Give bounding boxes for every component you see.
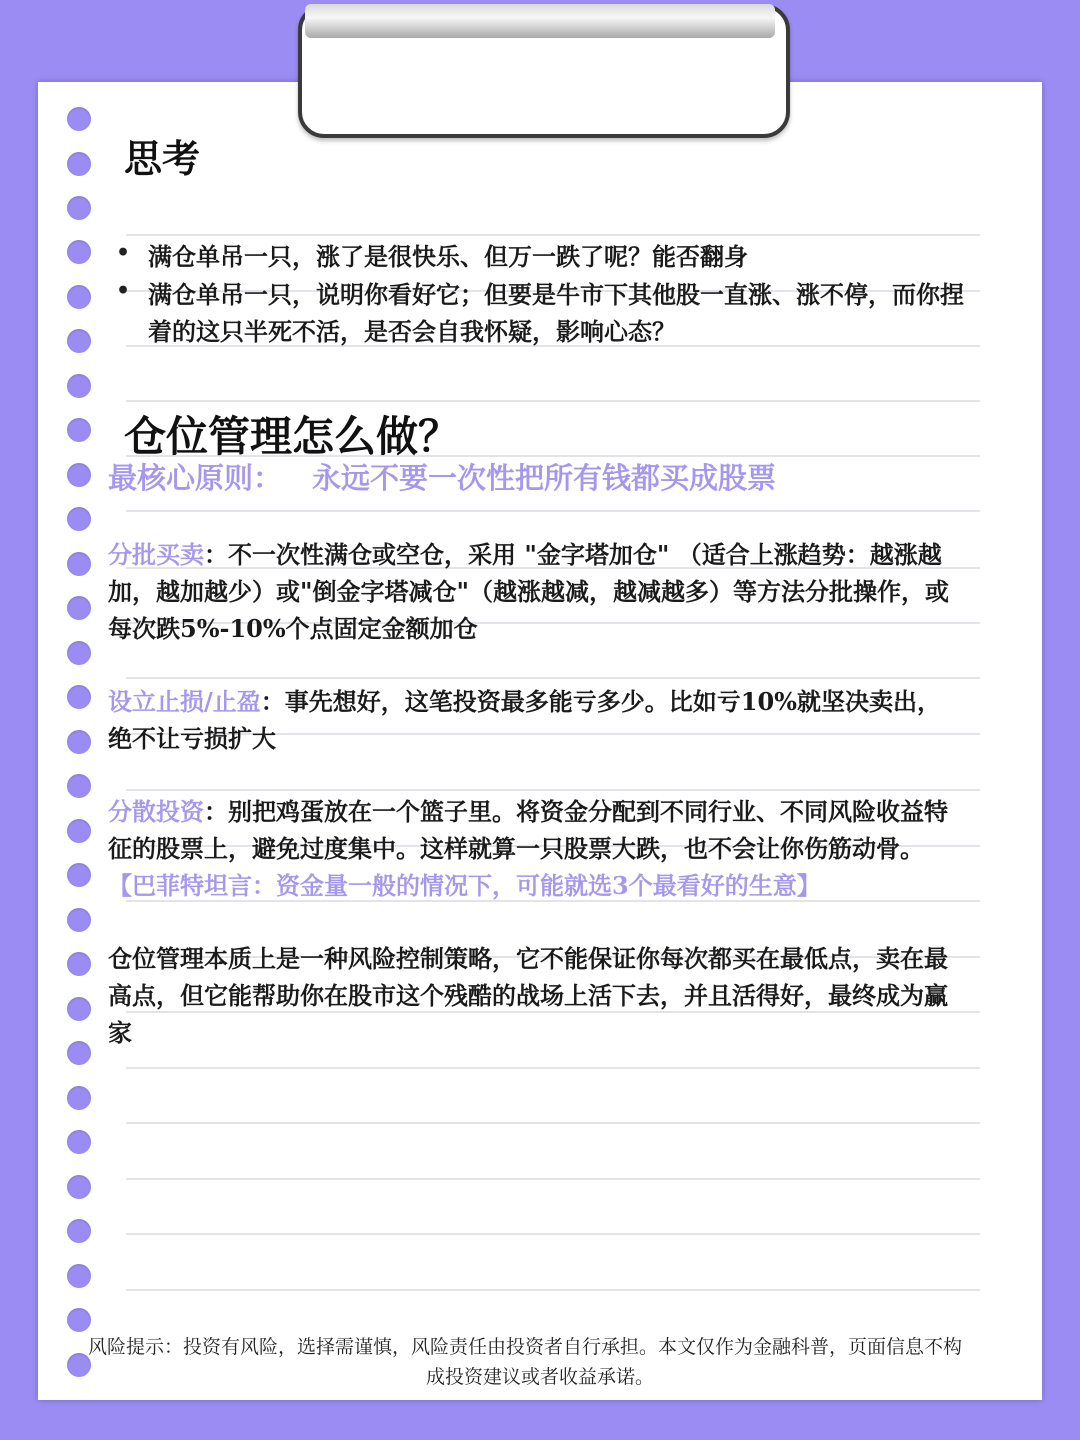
bullet-item-2-cont: 着的这只半死不活，是否会自我怀疑，影响心态？ (148, 317, 676, 346)
summary-line1: 仓位管理本质上是一种风险控制策略，它不能保证你每次都买在最低点，卖在最 (108, 944, 948, 973)
buffett-quote: 【巴菲特坦言：资金量一般的情况下，可能就选3个最看好的生意】 (108, 871, 821, 900)
stop-text-1: ：事先想好，这笔投资最多能亏多少。比如亏10%就坚决卖出， (260, 687, 941, 716)
stop-paragraph-line2: 绝不让亏损扩大 (108, 724, 276, 753)
batch-text-1: ：不一次性满仓或空仓，采用 "金字塔加仓" （适合上涨趋势：越涨越 (204, 540, 942, 569)
clipboard-clip-bar (305, 4, 775, 38)
section-title: 仓位管理怎么做？ (124, 412, 461, 461)
batch-paragraph-line2: 加，越加越少）或"倒金字塔减仓"（越涨越减，越减越多）等方法分批操作，或 (108, 577, 950, 606)
summary-line2: 高点，但它能帮助你在股市这个残酷的战场上活下去，并且活得好，最终成为赢 (108, 981, 948, 1010)
page-title: 思考 (124, 136, 201, 181)
diversify-paragraph-line1 (108, 793, 948, 830)
summary-line3: 家 (108, 1018, 132, 1047)
diversify-label: 分散投资 (108, 797, 204, 826)
batch-paragraph-line3: 每次跌5%-10%个点固定金额加仓 (108, 614, 478, 643)
batch-label: 分批买卖 (108, 540, 204, 569)
principle-label: 最核心原则： (108, 461, 283, 495)
stop-paragraph-line1 (108, 683, 941, 720)
principle-text: 永远不要一次性把所有钱都买成股票 (312, 461, 777, 495)
batch-paragraph-line1 (108, 536, 942, 573)
stop-label: 设立止损/止盈 (108, 687, 261, 716)
diversify-paragraph-line2: 征的股票上，避免过度集中。这样就算一只股票大跌，也不会让你伤筋动骨。 (108, 834, 924, 863)
bullet-dot: • (116, 240, 131, 266)
bullet-item-1: 满仓单吊一只，涨了是很快乐、但万一跌了呢？能否翻身 (148, 242, 748, 271)
diversify-text-1: ：别把鸡蛋放在一个篮子里。将资金分配到不同行业、不同风险收益特 (204, 797, 948, 826)
disclaimer-line1: 风险提示：投资有风险，选择需谨慎，风险责任由投资者自行承担。本文仅作为金融科普，页面信息不构 (88, 1337, 963, 1358)
bullet-item-2: 满仓单吊一只，说明你看好它；但要是牛市下其他股一直涨、涨不停，而你捏 (148, 280, 964, 309)
disclaimer-line2: 成投资建议或者收益承诺。 (425, 1367, 654, 1388)
bullet-dot: • (116, 278, 131, 304)
